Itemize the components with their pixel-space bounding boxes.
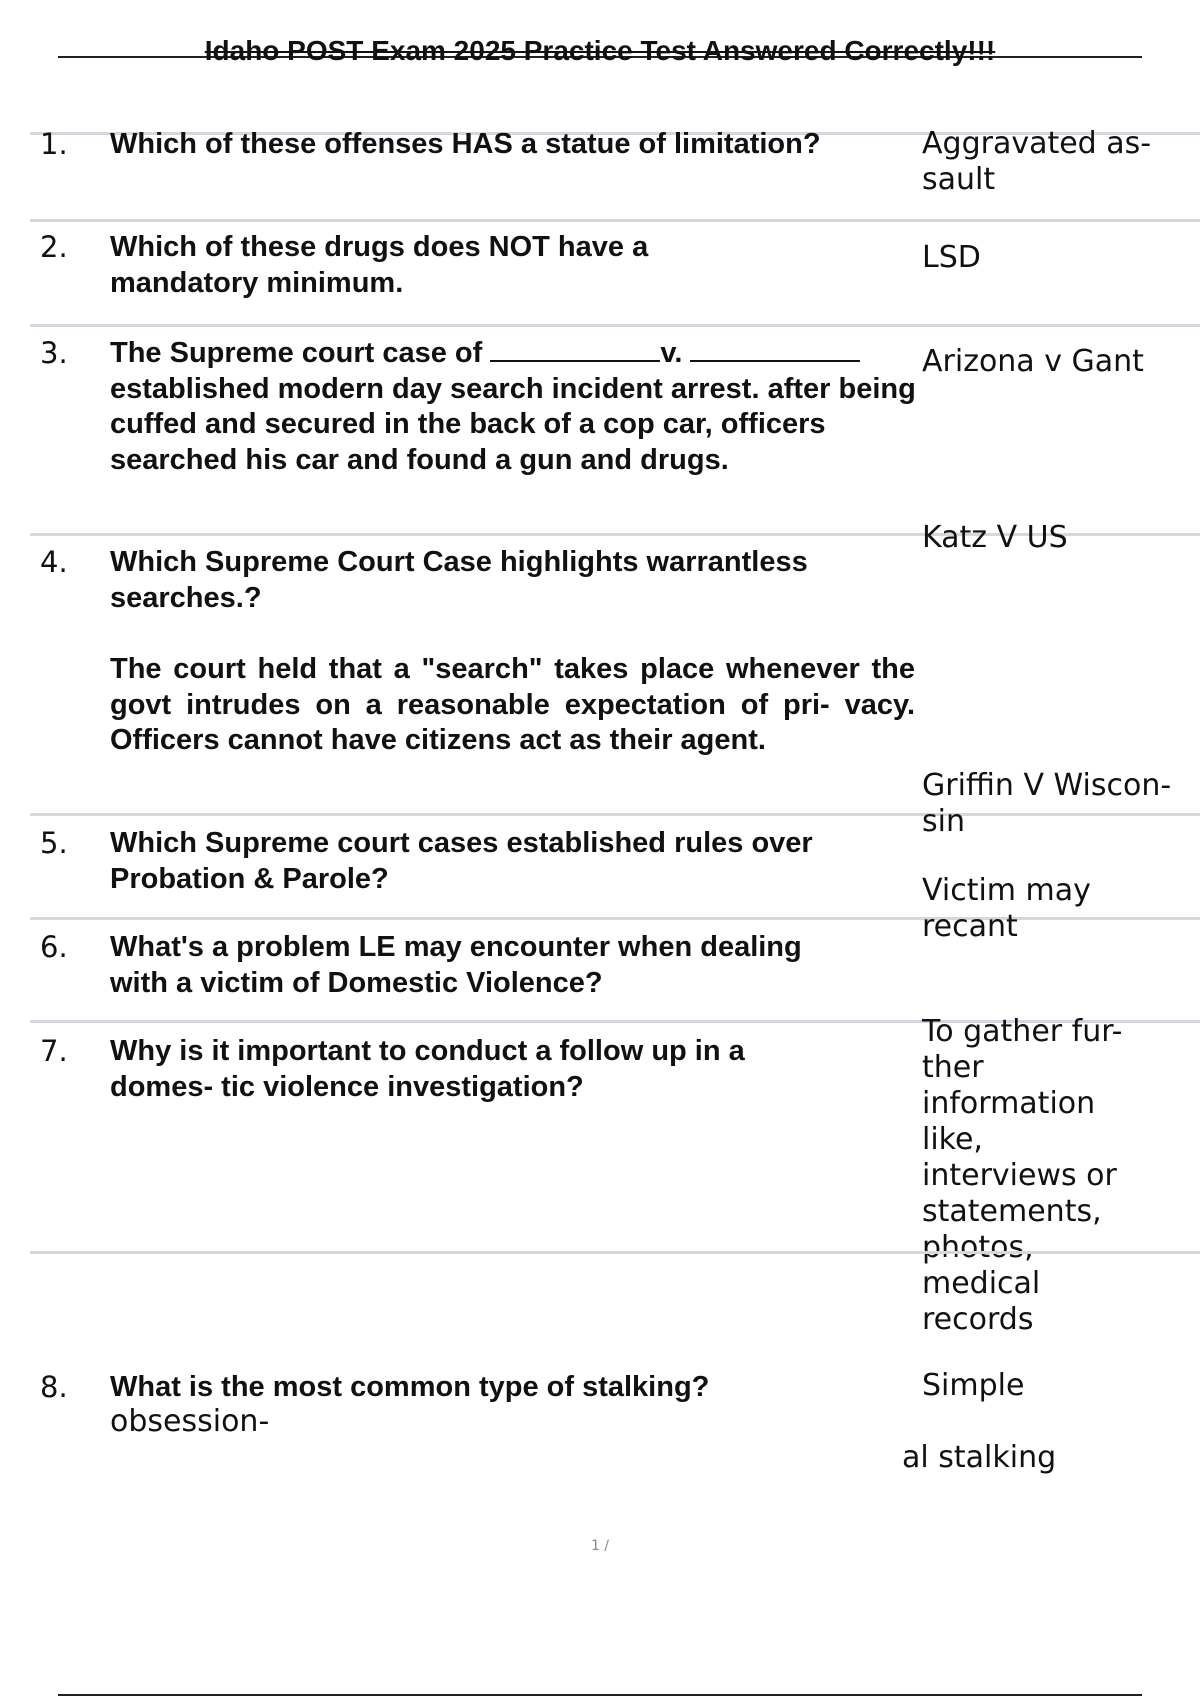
answer-blank [690,336,860,362]
question-explanation: The court held that a "search" takes place whenever the govt intrudes on a reasonable expectation of pri- vacy. Officers cannot have citizens act as their agent. [110,653,915,756]
question-text: Why is it important to conduct a follow up in a domes- tic violence investigation? [110,1035,745,1103]
footer-rule [58,1694,1142,1696]
question-text-start: The Supreme court case of [110,337,483,369]
question-number: 5. [40,826,68,860]
question-text [110,336,925,478]
answer-text: Katz V US [922,520,1068,555]
question-text: What's a problem LE may encounter when dealing with a victim of Domestic Violence? [110,931,802,999]
row-divider [30,324,1200,327]
row-divider [30,1251,1200,1254]
answer-text: Simple [922,1368,1025,1403]
question-text-rest: established modern day search incident arrest. after being cuffed and secured in the back of a cop car, officers searched his car and found a gun and drugs. [110,372,916,476]
answer-text: Griffin V Wiscon- sin [922,768,1172,839]
page-number: 1 / [590,1538,610,1554]
question-number: 3. [40,336,68,370]
answer-text: To gather fur- ther information like, interviews or statements, photos, medical records [922,1014,1123,1337]
question-number: 7. [40,1034,68,1068]
answer-text: Victim may recant [922,873,1091,944]
document-title: Idaho POST Exam 2025 Practice Test Answered Correctly!!! [204,35,996,66]
question-text: What is the most common type of stalking? [110,1371,710,1403]
question-text: Which Supreme court cases established rules over Probation & Parole? [110,827,813,895]
question-text: Which Supreme Court Case highlights warrantless searches.? [110,546,808,614]
question-number: 4. [40,545,68,579]
row-divider [30,219,1200,222]
question-number: 6. [40,930,68,964]
question-text: Which of these drugs does NOT have a mandatory minimum. [110,231,649,299]
answer-text: LSD [922,240,981,275]
question-text-versus: v. [660,337,683,369]
question-number: 2. [40,230,68,264]
question-text: Which of these offenses HAS a statue of limitation? [110,128,821,160]
answer-text: Aggravated as- sault [922,126,1152,197]
answer-text: Arizona v Gant [922,344,1144,379]
answer-continuation: al stalking [902,1440,1057,1475]
question-number: 8. [40,1370,68,1404]
answer-blank [490,336,660,362]
question-extra-text: obsession- [110,1404,270,1439]
question-number: 1. [40,127,68,161]
